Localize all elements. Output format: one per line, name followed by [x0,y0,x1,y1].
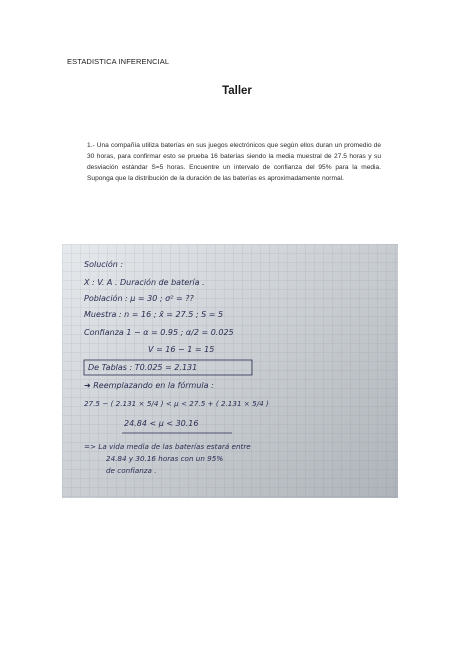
solution-line-3: Población : μ = 30 ; σ² = ?? [84,294,194,303]
solution-line-2: X : V. A . Duración de batería . [84,278,205,287]
solution-line-13: de confianza . [106,466,157,475]
solution-line-11: => La vida media de las baterías estará entre [84,442,251,451]
problem-statement: 1.- Una compañía utiliza baterías en sus juegos electrónicos que según ellos duran un promedio de 30 horas, para confirmar esto se prueba 16 baterías siendo la media muestral de 27.5 horas y su desviación estándar S=5 horas. Encuentre un intervalo de confianza del 95% para la media. Suponga que la distribución de la duración de las baterías es aproximadamente normal. [87,142,381,182]
solution-line-8: ➜ Reemplazando en la fórmula : [84,381,214,390]
solution-line-6: V = 16 − 1 = 15 [148,345,215,354]
solution-line-9: 27.5 − ( 2.131 × 5/4 ) < μ < 27.5 + ( 2.131 × 5/4 ) [84,399,269,408]
solution-line-5: Confianza 1 − α = 0.95 ; α/2 = 0.025 [84,328,234,337]
header-label: ESTADISTICA INFERENCIAL [67,57,170,66]
solution-photo [62,244,398,498]
solution-line-7: De Tablas : T0.025 = 2.131 [88,363,198,372]
document-title: Taller [222,85,252,97]
solution-line-1: Solución : [84,260,124,269]
solution-line-12: 24.84 y 30.16 horas con un 95% [106,454,224,463]
solution-line-10: 24.84 < μ < 30.16 [124,419,199,428]
solution-line-4: Muestra : n = 16 ; x̄ = 27.5 ; S = 5 [84,310,224,319]
